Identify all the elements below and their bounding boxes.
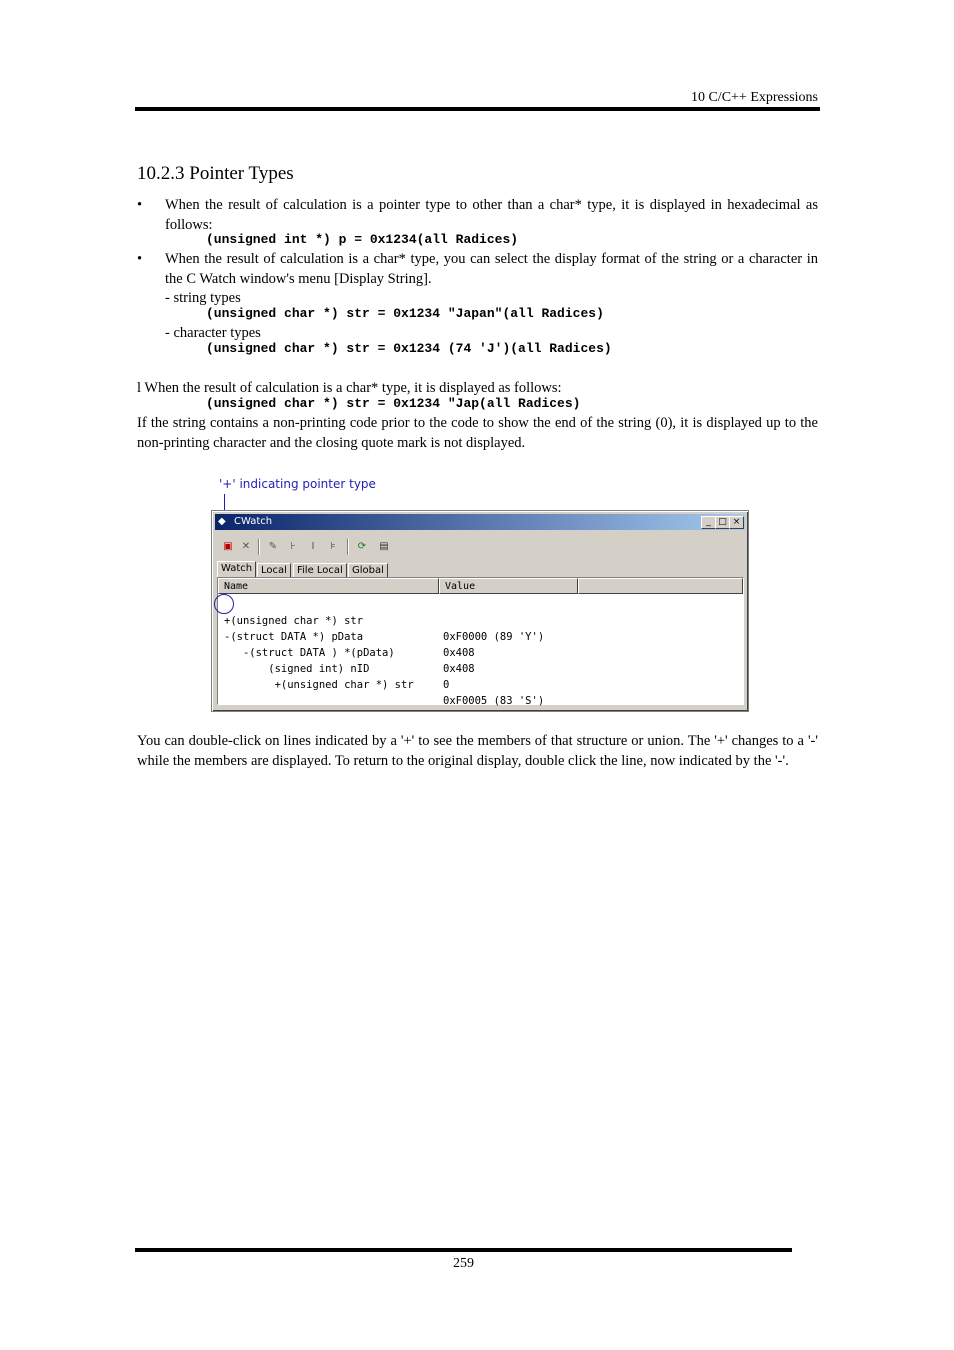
watch-row[interactable] xyxy=(218,661,738,707)
watch-row-value: 0 xyxy=(443,679,450,691)
radix-hex-icon[interactable]: ⊦ xyxy=(290,541,296,552)
charptr-text: l When the result of calculation is a char* type, it is displayed as follows: xyxy=(137,380,562,396)
nonprint-paragraph: If the string contains a non-printing code prior to the code to show the end of the string (0), it is displayed up to the non-printing character and the closing quote mark is not displayed. xyxy=(137,415,818,451)
settings-icon[interactable]: ▤ xyxy=(379,541,389,552)
watch-row-value: 0x408 xyxy=(443,663,475,675)
bullet-2-text: When the result of calculation is a char* type, you can select the display format of the string or a character in the C Watch window's menu [Display String]. xyxy=(165,251,818,287)
sub-label-string-types: - string types xyxy=(165,290,241,306)
charptr-code: (unsigned char *) str = 0x1234 "Jap(all Radices) xyxy=(206,396,581,411)
watch-row-name: +(unsigned char *) str xyxy=(224,615,364,627)
column-header-name[interactable]: Name xyxy=(218,578,439,594)
window-app-icon: ◆ xyxy=(218,516,226,527)
running-header: 10 C/C++ Expressions xyxy=(690,90,818,105)
add-watch-icon[interactable]: ▣ xyxy=(223,541,233,552)
radix-dec-icon[interactable]: Ⅰ xyxy=(311,541,315,552)
delete-icon[interactable]: ✕ xyxy=(241,541,251,552)
tab-global[interactable]: Global xyxy=(348,563,388,578)
watch-row-value: 0xF0005 (83 'S') xyxy=(443,695,545,707)
column-header-value[interactable]: Value xyxy=(439,578,578,594)
cwatch-window xyxy=(211,510,749,712)
bullet-1-text: When the result of calculation is a pointer type to other than a char* type, it is displayed in hexadecimal as follows: xyxy=(165,197,818,233)
watch-row-name: (signed int) nID xyxy=(224,663,370,675)
column-header-blank xyxy=(578,578,743,594)
watch-row-value: 0x408 xyxy=(443,647,475,659)
minimize-button[interactable]: _ xyxy=(701,516,716,529)
figure-callout: '+' indicating pointer type xyxy=(219,477,376,491)
watch-row-value: 0xF0000 (89 'Y') xyxy=(443,631,545,643)
close-button[interactable]: × xyxy=(729,516,744,529)
toolbar xyxy=(218,537,742,557)
character-types-code: (unsigned char *) str = 0x1234 (74 'J')(all Radices) xyxy=(206,341,612,356)
watch-list xyxy=(217,577,744,705)
closing-paragraph: You can double-click on lines indicated by a '+' to see the members of that structure or union. The '+' changes to a '-' while the members are displayed. To return to the original display, double click the line, now indicated by the '-'. xyxy=(137,733,818,769)
watch-row-name: -(struct DATA ) *(pData) xyxy=(224,647,395,659)
footer-rule xyxy=(135,1248,792,1252)
refresh-icon[interactable]: ⟳ xyxy=(357,541,367,552)
bullet-marker: • xyxy=(137,251,143,267)
maximize-button[interactable]: □ xyxy=(715,516,730,529)
page-number: 259 xyxy=(453,1256,474,1271)
toolbar-divider xyxy=(347,539,348,555)
watch-row-name: +(unsigned char *) str xyxy=(224,679,414,691)
watch-row-name: -(struct DATA *) pData xyxy=(224,631,364,643)
edit-icon[interactable]: ✎ xyxy=(268,541,278,552)
tab-file-local[interactable]: File Local xyxy=(293,563,347,578)
toolbar-divider xyxy=(258,539,259,555)
radix-bin-icon[interactable]: ⊧ xyxy=(330,541,336,552)
tab-watch[interactable]: Watch xyxy=(217,561,256,578)
bullet-1-code: (unsigned int *) p = 0x1234(all Radices) xyxy=(206,232,519,247)
sub-label-character-types: - character types xyxy=(165,325,261,341)
bullet-marker: • xyxy=(137,197,143,213)
header-rule xyxy=(135,107,820,111)
window-titlebar[interactable] xyxy=(215,514,745,530)
callout-circle xyxy=(214,594,234,614)
window-title: CWatch xyxy=(234,516,273,527)
tab-local[interactable]: Local xyxy=(257,563,291,578)
string-types-code: (unsigned char *) str = 0x1234 "Japan"(all Radices) xyxy=(206,306,604,321)
section-title: 10.2.3 Pointer Types xyxy=(137,163,294,184)
